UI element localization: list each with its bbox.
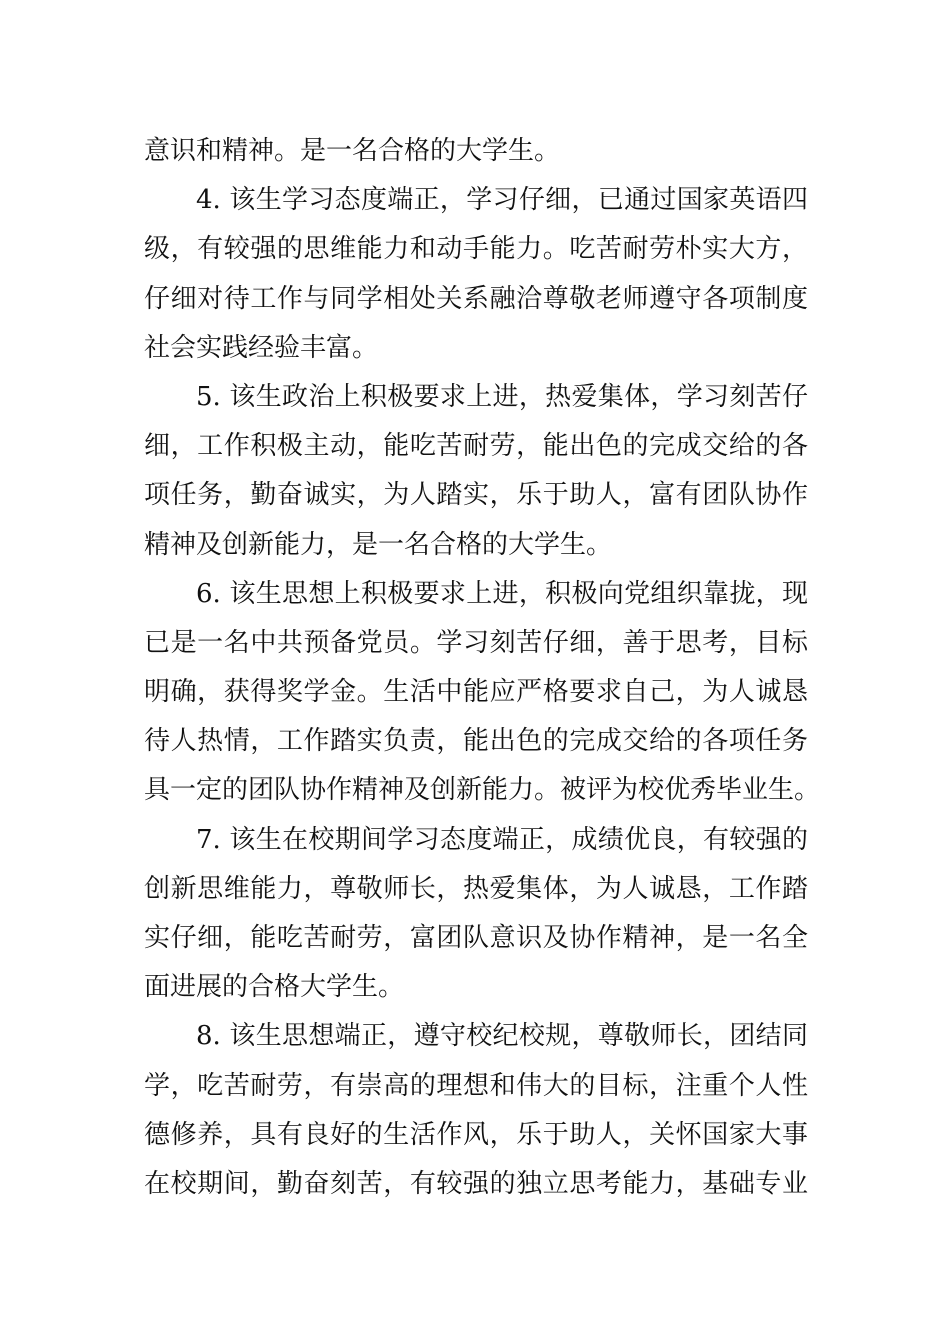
text-line: 明确，获得奖学金。生活中能应严格要求自己，为人诚恳	[144, 677, 808, 708]
text-line: 项任务，勤奋诚实，为人踏实，乐于助人，富有团队协作	[144, 480, 808, 511]
text-line: 级，有较强的思维能力和动手能力。吃苦耐劳朴实大方，	[144, 234, 808, 265]
text-line: 4. 该生学习态度端正，学习仔细，已通过国家英语四	[196, 185, 808, 216]
text-line: 创新思维能力，尊敬师长，热爱集体，为人诚恳，工作踏	[144, 873, 808, 904]
text-line: 待人热情，工作踏实负责，能出色的完成交给的各项任务	[144, 726, 808, 757]
text-line: 8. 该生思想端正，遵守校纪校规，尊敬师长，团结同	[196, 1021, 808, 1052]
text-line: 德修养，具有良好的生活作风，乐于助人，关怀国家大事	[144, 1119, 808, 1150]
text-line: 6. 该生思想上积极要求上进，积极向党组织靠拢，现	[196, 578, 808, 609]
text-line: 意识和精神。是一名合格的大学生。	[144, 136, 561, 166]
text-line: 已是一名中共预备党员。学习刻苦仔细，善于思考，目标	[144, 627, 808, 658]
text-line: 7. 该生在校期间学习态度端正，成绩优良，有较强的	[196, 824, 808, 855]
text-line: 学，吃苦耐劳，有崇高的理想和伟大的目标，注重个人性	[144, 1070, 808, 1101]
text-line: 细，工作积极主动，能吃苦耐劳，能出色的完成交给的各	[144, 431, 808, 462]
text-line: 实仔细，能吃苦耐劳，富团队意识及协作精神，是一名全	[144, 923, 808, 953]
document-body	[144, 127, 821, 1209]
text-line: 精神及创新能力，是一名合格的大学生。	[144, 529, 613, 560]
text-line: 面进展的合格大学生。	[144, 972, 405, 1003]
text-line: 社会实践经验丰富。	[144, 332, 379, 363]
text-line: 在校期间，勤奋刻苦，有较强的独立思考能力，基础专业	[144, 1168, 808, 1199]
text-line: 仔细对待工作与同学相处关系融洽尊敬老师遵守各项制度	[144, 283, 808, 314]
text-line: 5. 该生政治上积极要求上进，热爱集体，学习刻苦仔	[196, 381, 808, 412]
text-line: 具一定的团队协作精神及创新能力。被评为校优秀毕业生。	[144, 775, 821, 806]
